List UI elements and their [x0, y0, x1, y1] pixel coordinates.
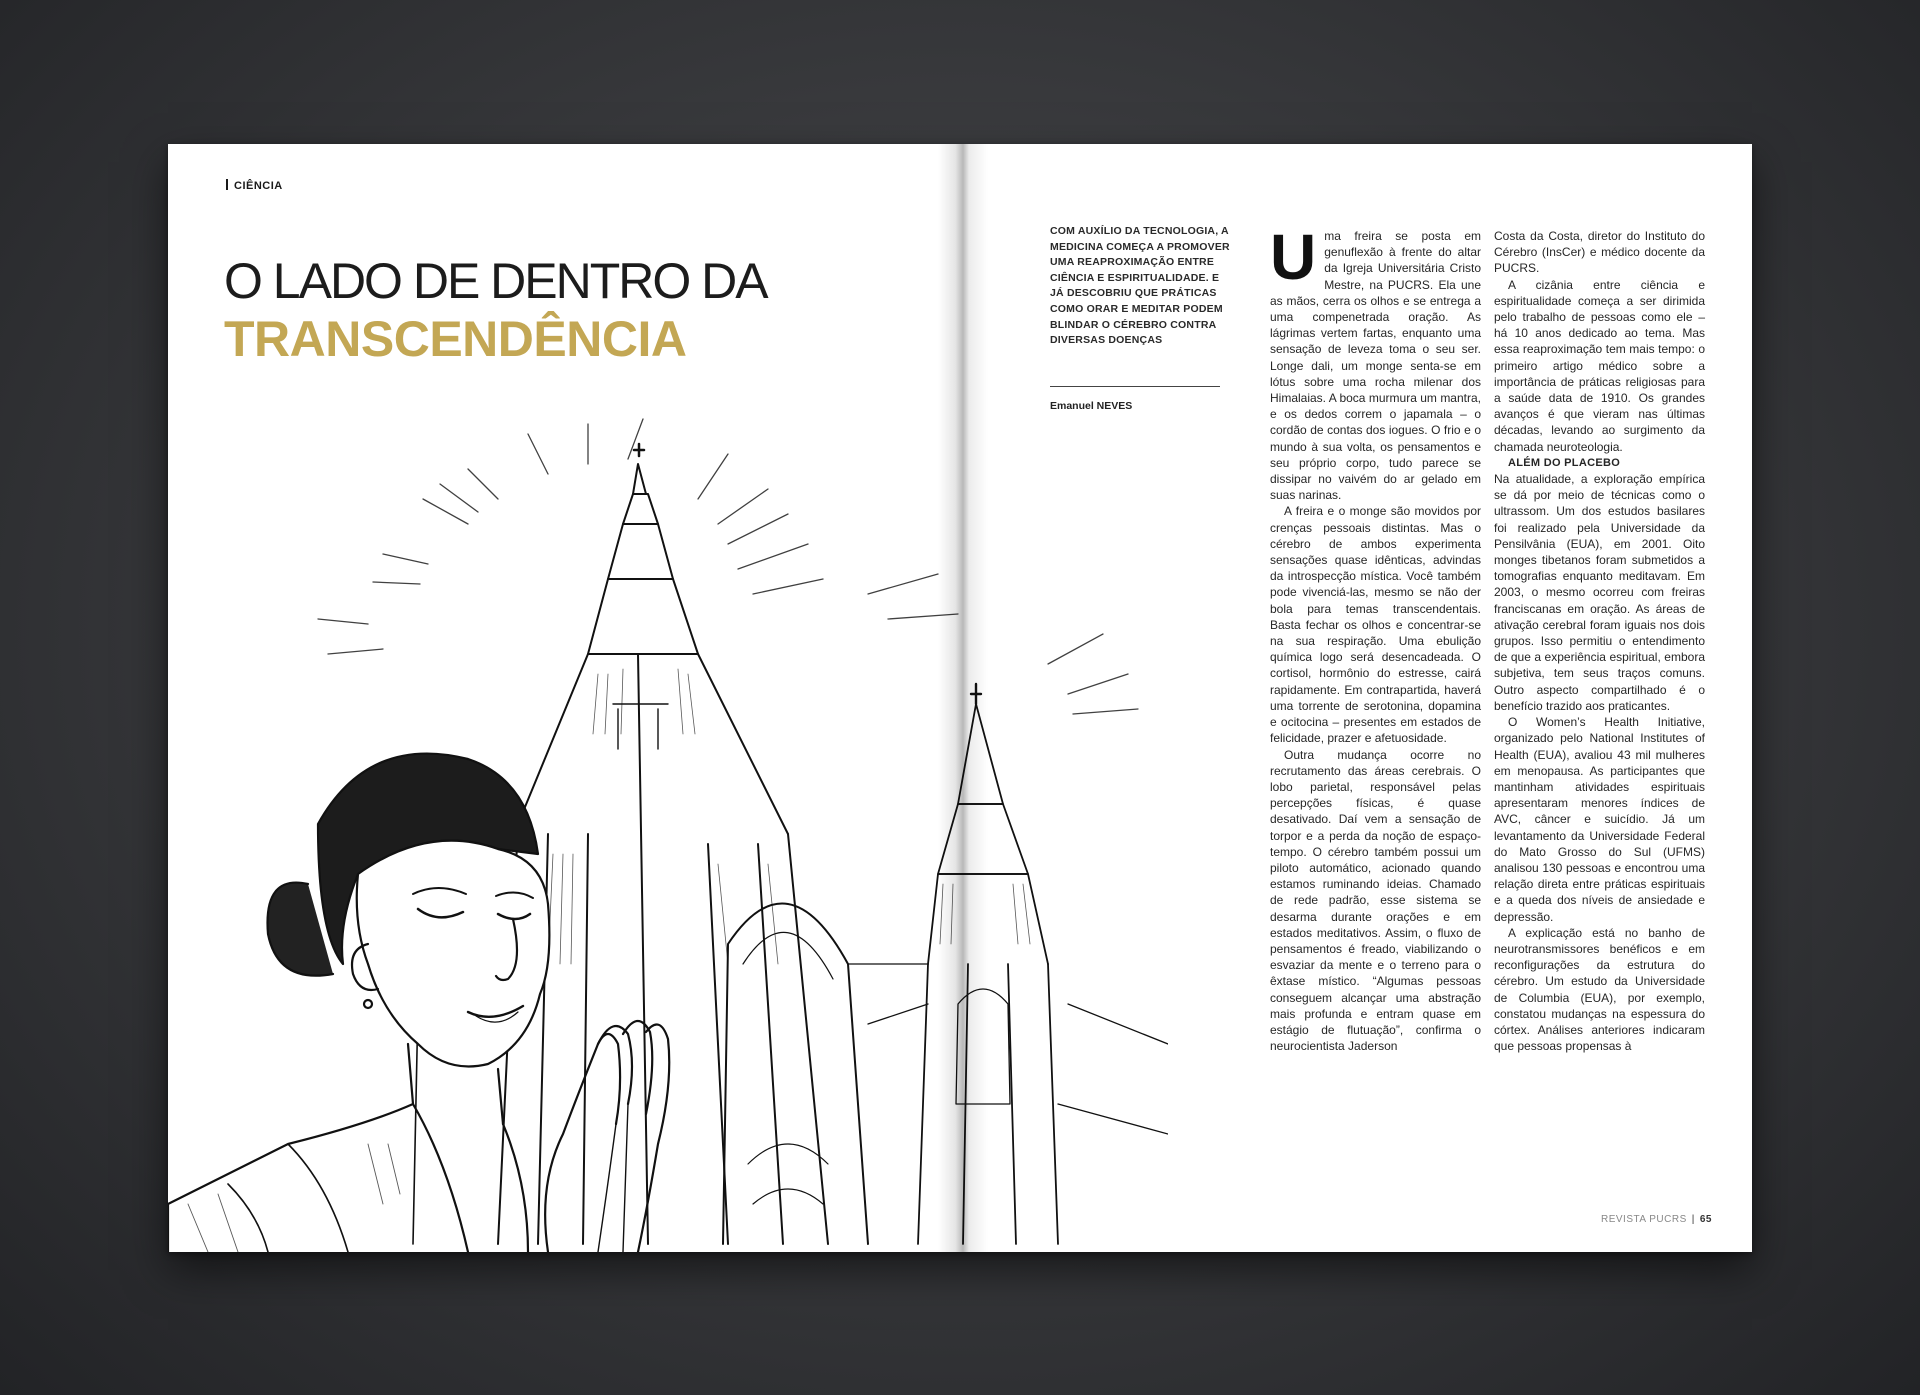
paragraph-2: A freira e o monge são movidos por crenças pessoais distintas. Mas o cérebro de ambos experimenta sensações quase idênticas, advindas da introspecção mística. Você também pode vivenciá-las, mesmo se não der bola para temas transcendentais. Basta fechar os olhos e concentrar-se na sua respiração. Uma ebulição química logo será desencadeada. O cortisol, hormônio do estresse, cairá rapidamente. Em contrapartida, haverá uma torrente de serotonina, dopamina e ocitocina – presentes em estados de felicidade, prazer e afetuosidade. [1270, 504, 1481, 746]
paragraph-3: Outra mudança ocorre no recrutamento das áreas cerebrais. O lobo parietal, responsável pelas percepções físicas, é quase desativado. Daí vem a sensação de torpor e a perda da noção de espaço-tempo. O cérebro também possui um piloto automático, acionado quando estamos ruminando ideias. Chamado de rede padrão, esse sistema se desarma durante orações e em estados meditativos. Assim, o fluxo de pensamentos é freado, viabilizando o esvaziar da mente e o terreno para o êxtase místico. “Algumas pessoas conseguem alcançar uma abstração mais profunda e entram quase em estágio de flutuação”, confirma o neurocientista Jaderson [1270, 747, 1481, 1054]
headline-line-2: TRANSCENDÊNCIA [224, 311, 687, 367]
light-rays [318, 419, 1138, 714]
paragraph-6: Na atualidade, a exploração empírica se dá por meio de técnicas como o ultrassom. Um dos estudos basilares foi realizado pela Universidade da Pensilvânia (EUA), em 2001. Oito monges tibetanos foram submetidos a tomografias enquanto meditavam. Em 2003, o mesmo ocorreu com freiras franciscanas em oração. As áreas de ativação cerebral foram iguais nos dois grupos. Isso permitiu o entendimento de que a experiência espiritual, embora subjetiva, tem seus traços comuns. Outro aspecto compartilhado é o benefício trazido aos praticantes. [1494, 472, 1705, 713]
byline: Emanuel NEVES [1050, 400, 1133, 412]
section-label-text: CIÊNCIA [234, 180, 283, 192]
paragraph-1-text: ma freira se posta em genuflexão à frente do altar da Igreja Universitária Cristo Mestre, na PUCRS. Ela une as mãos, cerra os olhos e se entrega a uma compenetrada oração. As lágrimas vertem fartas, enquanto uma sensação de leveza toma o seu ser. Longe dali, um monge senta-se em lótus sobre uma rocha milenar dos Himalaias. A boca murmura um mantra, e os dedos correm o japamala – o cordão de contas dos iogues. O frio e o mundo à sua volta, os pensamentos e seu próprio corpo, tudo parece se dissipar no vaivém do ar gelado em suas narinas. [1270, 229, 1481, 503]
section-bar [226, 179, 228, 190]
drop-cap: U [1270, 221, 1317, 293]
lead-paragraph: COM AUXÍLIO DA TECNOLOGIA, A MEDICINA COMEÇA A PROMOVER UMA REAPROXIMAÇÃO ENTRE CIÊNCIA E ESPIRITUALIDADE. E JÁ DESCOBRIU QUE PRÁTICAS COMO ORAR E MEDITAR PODEM BLINDAR O CÉREBRO CONTRA DIVERSAS DOENÇAS [1050, 225, 1230, 347]
paragraph-5: A cizânia entre ciência e espiritualidade começa a ser dirimida pelo trabalho de pessoas como ele – há 10 anos dedicado ao tema. Mas essa reaproximação tem mais tempo: o primeiro artigo médico sobre a importância de práticas religiosas para a saúde data de 1910. Os grandes avanços é que vieram nas últimas décadas, levando ao surgimento da chamada neuroteologia. [1494, 277, 1705, 454]
subheading: ALÉM DO PLACEBO [1508, 456, 1621, 469]
cathedral-spire [918, 684, 1058, 1244]
headline [224, 252, 767, 368]
page-footer [1601, 1214, 1712, 1225]
text-column-1 [1270, 221, 1481, 1054]
paragraph-8: A explicação está no banho de neurotransmissores benéficos e em reconfigurações da estrutura do cérebro. Um estudo da Universidade de Columbia (EUA), por exemplo, constatou mudanças na espessura do córtex. Análises anteriores indicaram que pessoas propensas à [1494, 925, 1705, 1054]
lead-rule [1050, 386, 1220, 387]
paragraph-4: Costa da Costa, diretor do Instituto do Cérebro (InsCer) e médico docente da PUCRS. [1494, 229, 1705, 276]
woman-praying [168, 754, 669, 1252]
page-number: 65 [1699, 1214, 1712, 1225]
magazine-name: REVISTA PUCRS [1600, 1214, 1687, 1225]
paragraph-7: O Women’s Health Initiative, organizado pelo National Institutes of Health (EUA), avaliou 43 mil mulheres em menopausa. As participantes que mantinham atividades espirituais apresentaram menores índices de AVC, câncer e suicídio. Já um levantamento da Universidade Federal do Mato Grosso do Sul (UFMS) analisou 130 pessoas e encontrou uma relação direta entre práticas espirituais e a queda dos níveis de ansiedade e depressão. [1494, 715, 1705, 924]
headline-line-1: O LADO DE DENTRO DA [224, 253, 767, 309]
section-label [226, 179, 283, 192]
text-column-2 [1494, 228, 1705, 1054]
footer-separator: | [1691, 1214, 1695, 1225]
cathedral-main [498, 444, 868, 1244]
illustration [168, 404, 1168, 1252]
magazine-spread [168, 144, 1752, 1252]
paragraph-1 [1270, 221, 1481, 503]
